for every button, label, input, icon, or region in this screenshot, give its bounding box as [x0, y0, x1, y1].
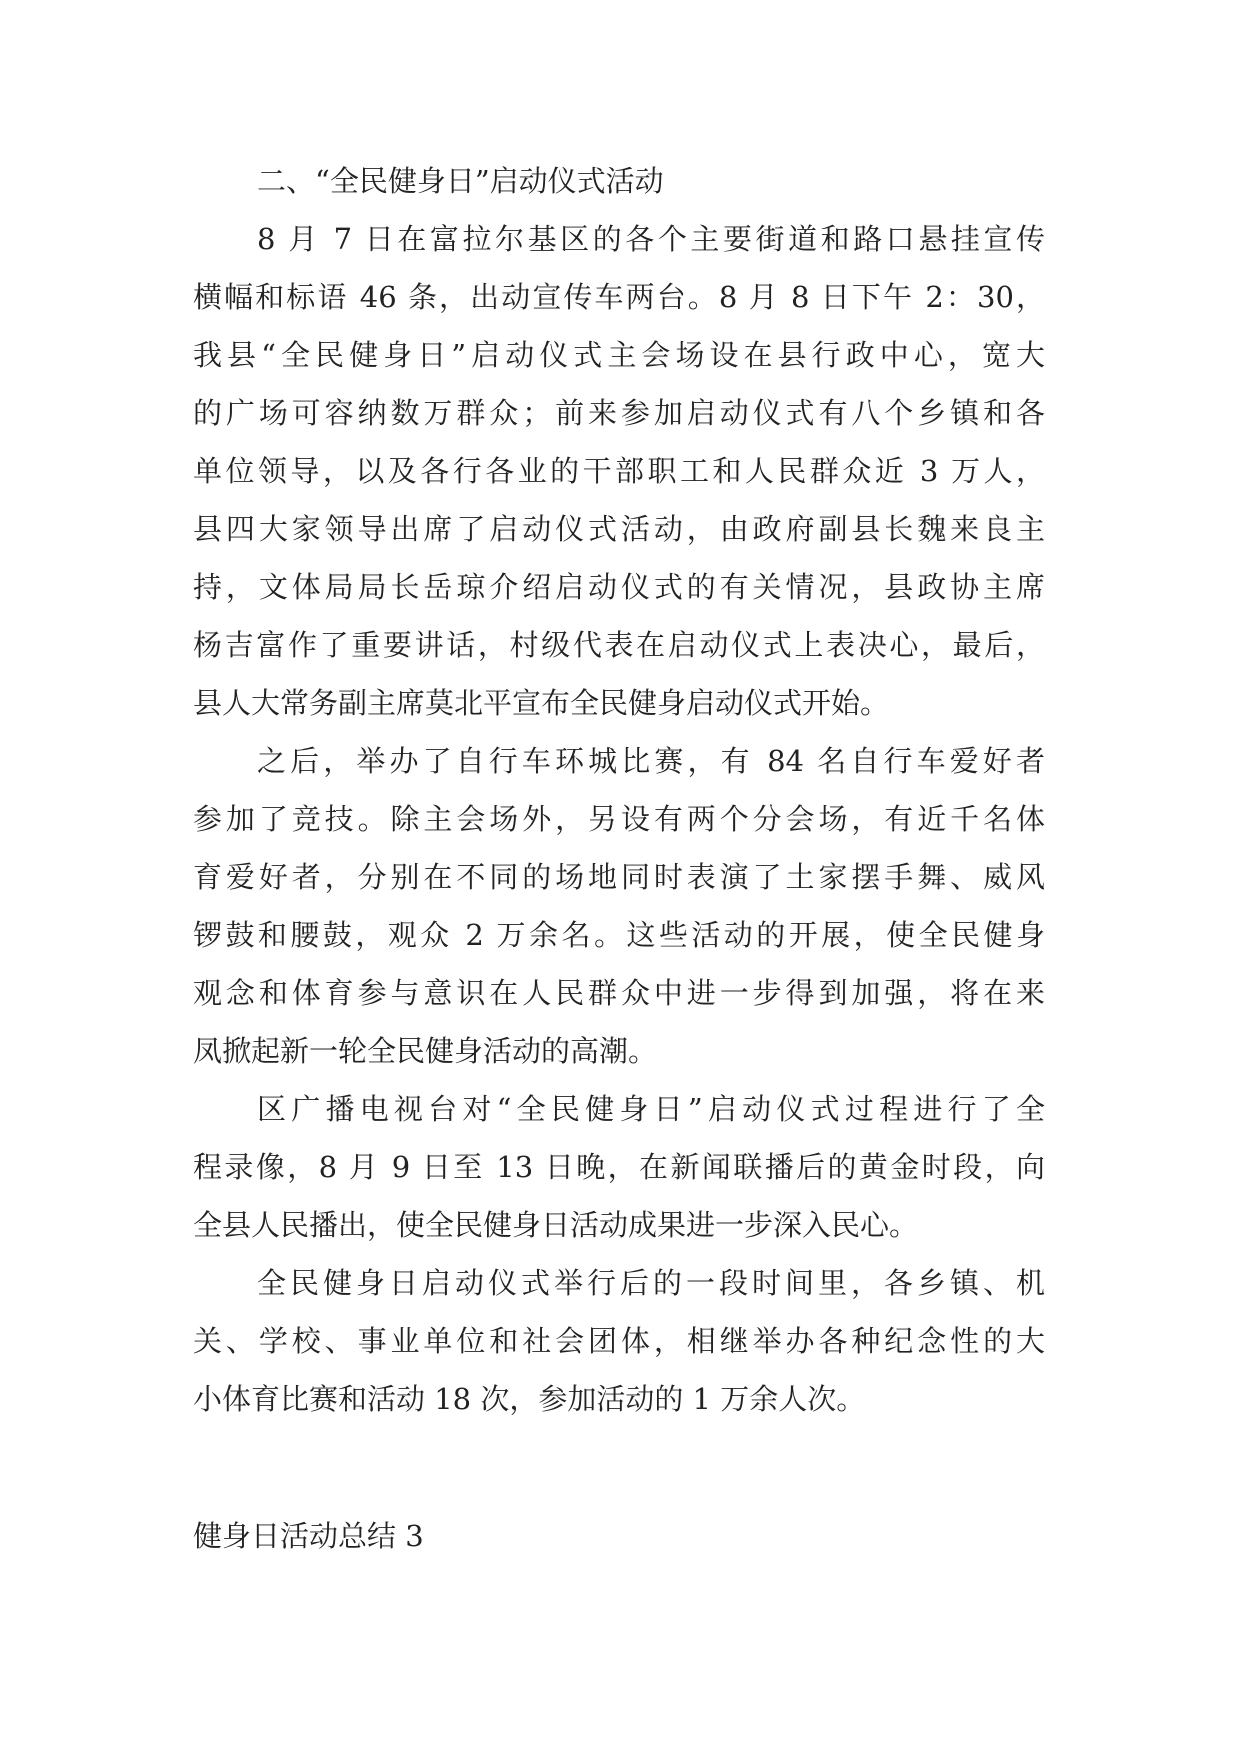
- paragraph-2: [193, 732, 1045, 1080]
- paragraph-3: [193, 1080, 1045, 1254]
- document-body: [193, 152, 1045, 1428]
- paragraph-line: 程录像，8 月 9 日至 13 日晚，在新闻联播后的黄金时段，向: [193, 1150, 1045, 1184]
- paragraph-line: 8 月 7 日在富拉尔基区的各个主要街道和路口悬挂宣传: [257, 222, 1045, 256]
- paragraph-4: [193, 1254, 1045, 1428]
- paragraph-line: 全民健身日启动仪式举行后的一段时间里，各乡镇、机: [257, 1266, 1045, 1300]
- paragraph-line: 观念和体育参与意识在人民群众中进一步得到加强，将在来: [193, 976, 1045, 1010]
- section-heading: 二、“全民健身日”启动仪式活动: [257, 164, 664, 198]
- paragraph-line: 横幅和标语 46 条，出动宣传车两台。8 月 8 日下午 2：30，: [193, 280, 1045, 314]
- paragraph-line: 县人大常务副主席莫北平宣布全民健身启动仪式开始。: [193, 686, 890, 720]
- paragraph-line: 单位领导，以及各行各业的干部职工和人民群众近 3 万人，: [193, 454, 1045, 488]
- paragraph-line: 我县“全民健身日”启动仪式主会场设在县行政中心，宽大: [193, 338, 1045, 372]
- paragraph-line: 全县人民播出，使全民健身日活动成果进一步深入民心。: [193, 1208, 919, 1242]
- paragraph-line: 杨吉富作了重要讲话，村级代表在启动仪式上表决心，最后，: [193, 628, 1045, 662]
- paragraph-line: 区广播电视台对“全民健身日”启动仪式过程进行了全: [257, 1092, 1045, 1126]
- section-title: 健身日活动总结 3: [193, 1519, 424, 1553]
- paragraph-line: 育爱好者，分别在不同的场地同时表演了土家摆手舞、威风: [193, 860, 1045, 894]
- paragraph-line: 凤掀起新一轮全民健身活动的高潮。: [193, 1034, 658, 1068]
- paragraph-line: 持，文体局局长岳琼介绍启动仪式的有关情况，县政协主席: [193, 570, 1045, 604]
- paragraph-line: 之后，举办了自行车环城比赛，有 84 名自行车爱好者: [257, 744, 1045, 778]
- paragraph-line: 的广场可容纳数万群众；前来参加启动仪式有八个乡镇和各: [193, 396, 1045, 430]
- paragraph-line: 参加了竞技。除主会场外，另设有两个分会场，有近千名体: [193, 802, 1045, 836]
- paragraph-line: 县四大家领导出席了启动仪式活动，由政府副县长魏来良主: [193, 512, 1045, 546]
- paragraph-line: 小体育比赛和活动 18 次，参加活动的 1 万余人次。: [193, 1382, 866, 1416]
- paragraph-1: [193, 210, 1045, 732]
- paragraph-line: 锣鼓和腰鼓，观众 2 万余名。这些活动的开展，使全民健身: [193, 918, 1045, 952]
- paragraph-line: 关、学校、事业单位和社会团体，相继举办各种纪念性的大: [193, 1324, 1045, 1358]
